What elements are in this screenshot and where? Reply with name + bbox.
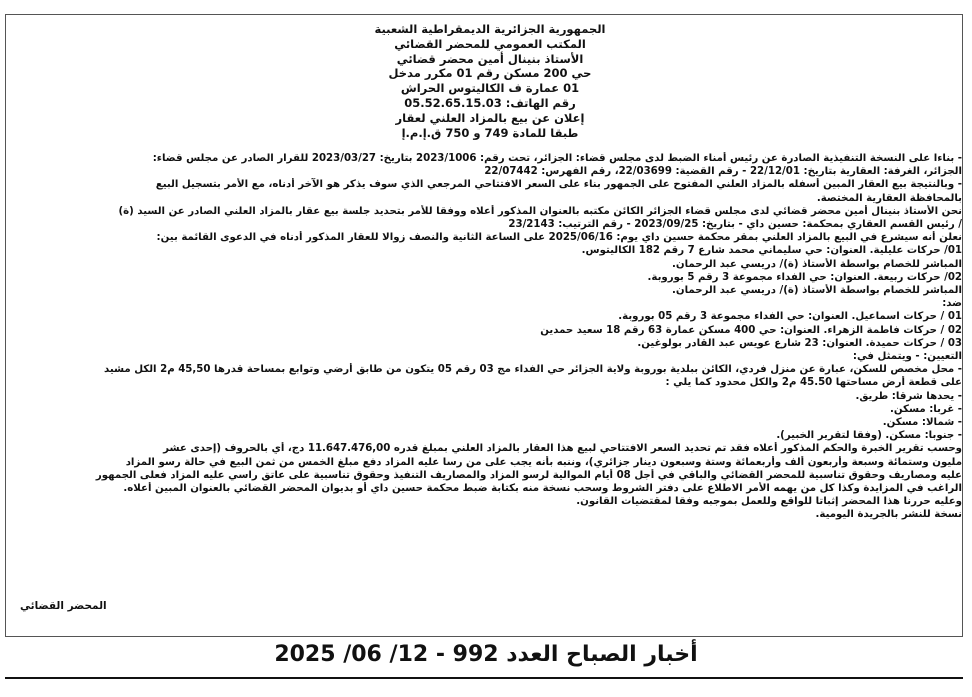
newspaper-footer [0,639,972,697]
header-phone: رقم الهاتف: 05.52.65.15.03 [404,95,576,110]
bailiff-signature-label: المحضر القضائي [20,600,107,612]
header-address-line-1: حي 200 مسكن رقم 01 مكرر مدخل [388,66,592,81]
body-line: الجزائر، الغرفة: العقارية بتاريخ: 22/12/01 - رقم القضية: 22/03699، رقم الفهرس: 22/07442 [484,166,962,178]
body-line: عليه ومصاريف وحقوق تناسبية للمحضر القضائي والباقي في أجل 08 أيام الموالية لرسو المزاد والمصاريف التنفيذ وحقوق تناسبية على عاتق راسي عليه المزاد فعلى الجمهور [95,469,962,481]
body-line: - بناءا على النسخة التنفيذية الصادرة عن رئيس أمناء الضبط لدى مجلس قضاء: الجزائر، تحت رقم: 2023/1006 بتاريخ: 2023/03/27 للقرار الصادر عن مجلس قضاء: [152,153,962,164]
body-line: التعيين: - ويتمثل في: [852,351,962,363]
announcement-body [10,152,962,522]
body-line: نسخة للنشر بالجريدة اليومية. [815,509,962,521]
body-line: - غربا: مسكن. [890,403,962,415]
body-line: / رئيس القسم العقاري بمحكمة: حسين داي - بتاريخ: 2023/09/25 - رقم الترتيب: 23/2143 [508,219,962,231]
body-line: - يحدها شرقا: طريق. [855,390,962,402]
body-line: على قطعة أرض مساحتها 45.50 م2 والكل محدود كما يلي : [665,377,962,389]
body-line: نعلن أنه سيشرع في البيع بالمزاد العلني بمقر محكمة حسين داي يوم: 2025/06/16 على الساعة الثانية والنصف زوالا للعقار المذكور أدناه في الدعوى القائمة بين: [156,232,962,244]
body-line: 02 / حركات فاطمة الزهراء. العنوان: حي 400 مسكن عمارة 63 رقم 18 سعيد حمدين [540,324,962,336]
header-bailiff-name: الأستاذ بنينال أمين محضر قضائي [396,51,584,66]
body-line: نحن الأستاذ بنينال أمين محضر قضائي لدى مجلس قضاء الجزائر الكائن مكتبه بالعنوان المذكور أعلاه ووفقا للأمر بتحديد جلسة بيع عقار بالمزاد العلني الصادر عن السيد (ة) [118,205,962,217]
body-line: وحسب تقرير الخبرة والحكم المذكور أعلاه فقد تم تحديد السعر الافتتاحي لبيع هذا العقار بالمزاد العلني بمبلغ قدره 11.647.476,00 دج، أي بالحروف (إحدى عشر [163,443,962,455]
body-line: - جنوبا: مسكن. (وفقا لتقرير الخبير). [776,430,962,442]
header-country: الجمهورية الجزائرية الديمقراطية الشعبية [374,22,606,36]
body-line: 01/ حركات عليلية. العنوان: حي سليماني محمد شارع 7 رقم 182 الكاليتوس. [581,245,962,257]
header-address-line-2: 01 عمارة ف الكاليتوس الحراش [400,81,580,96]
footer-divider [5,677,963,679]
footer-issue-date: أخبار الصباح العدد 992 - 12/ 06/ 2025 [274,642,698,667]
body-line: - شمالا: مسكن. [882,417,962,429]
header-office: المكتب العمومي للمحضر القضائي [394,36,586,51]
body-line: الراغب في المزايدة وكذا كل من يهمه الأمر الاطلاع على دفتر الشروط وسحب نسخة منه بكتابة ضبط محكمة حسين داي أو بديوان المحضر القضائي بالعنوان المبين أعلاه. [123,483,962,495]
announcement-header [300,22,680,140]
body-line: ضد: [942,298,962,310]
body-line: 02/ حركات ربيعة. العنوان: حي الفداء مجموعة 3 رقم 5 بوروبة. [647,271,962,283]
body-line: - وبالنتيجة بيع العقار المبين أسفله بالمزاد العلني المفتوح على الجمهور بناء على السعر الافتتاحي المرجعي الذي سوف يذكر هو الآخر أدناه، مع الأمر بتسجيل البيع [155,179,962,191]
body-line: 01 / حركات اسماعيل. العنوان: حي الفداء مجموعة 3 رقم 05 بوروبة. [618,311,962,323]
body-line: - محل مخصص للسكن، عبارة عن منزل فردي، الكائن ببلدية بوروبة ولاية الجزائر حي الفداء مج 03 رقم 05 يتكون من طابق أرضي وتوابع بمساحة قدرها 45,50 م2 الكل مشيد [103,364,962,376]
header-title: إعلان عن بيع بالمزاد العلني لعقار [395,110,585,125]
header-legal-basis: طبقا للمادة 749 و 750 ق.إ.م.إ [401,125,579,140]
body-line: المباشر للخصام بواسطة الأستاذ (ة)/ دريسي عبد الرحمان. [672,258,962,270]
body-line: بالمحافظة العقارية المختصة. [816,192,962,204]
body-line: المباشر للخصام بواسطة الأستاذ (ة)/ دريسي عبد الرحمان. [672,285,962,297]
body-line: وعليه حررنا هذا المحضر إثباتا للواقع وللعمل بموجبه وفقا لمقتضيات القانون. [576,496,962,508]
body-line: 03 / حركات حميدة. العنوان: 23 شارع عويس عبد القادر بولوغين. [637,337,962,349]
body-line: مليون وستمائة وسبعة وأربعون ألف وأربعمائة وستة وسبعون دينار جزائري)، وننبه بأنه يجب على من رسا عليه المزاد دفع مبلغ الخمس من ثمن البيع في حالة رسو المزاد [125,456,962,468]
